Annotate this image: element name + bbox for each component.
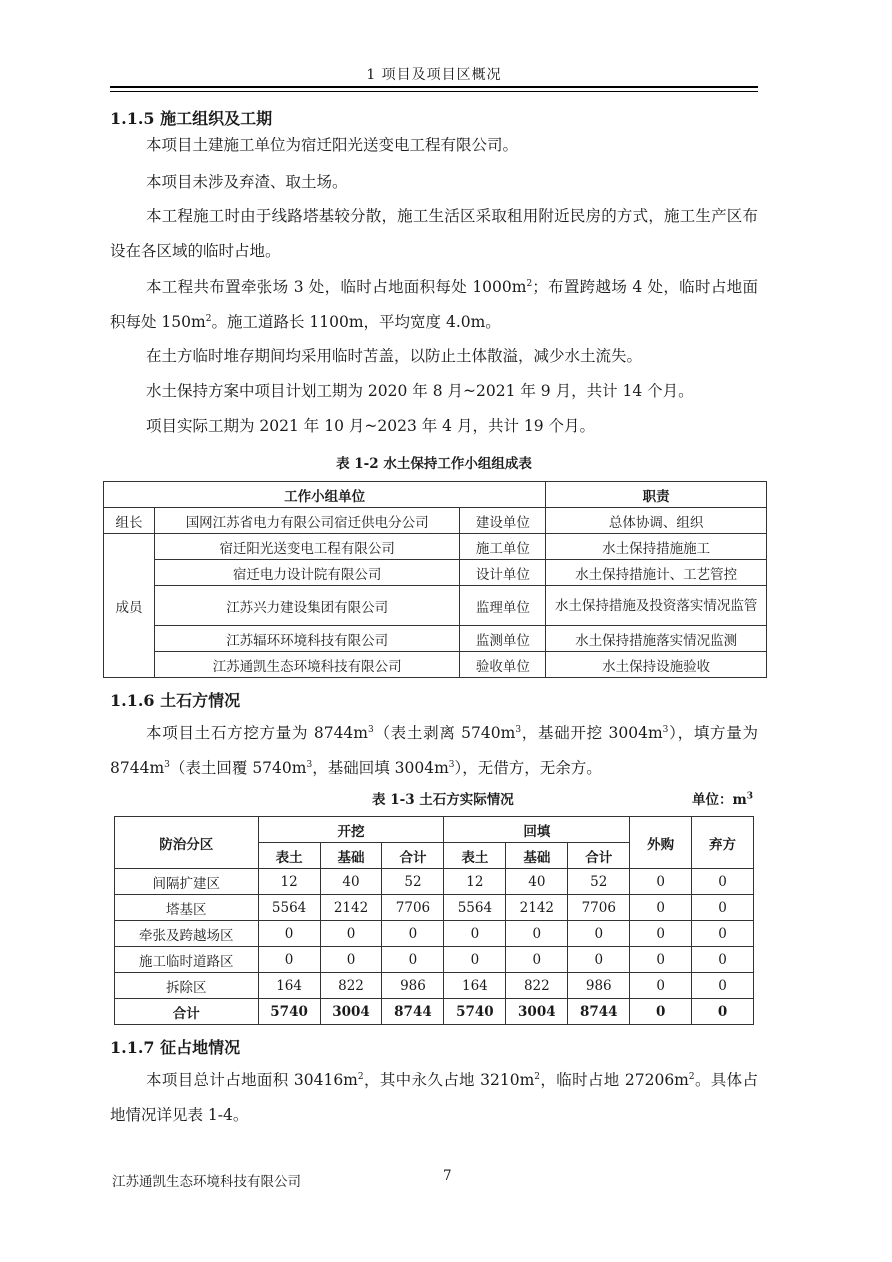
- page-header: 1 项目及项目区概况: [366, 67, 502, 83]
- table-cell: 2142: [320, 895, 382, 921]
- page-number: 7: [443, 1168, 452, 1184]
- table-header-cell: 工作小组单位: [104, 482, 546, 508]
- table-cell: 合计: [115, 999, 259, 1025]
- table-header-cell: 基础: [320, 843, 382, 869]
- table-cell: 宿迁电力设计院有限公司: [154, 560, 460, 586]
- table-row: [115, 947, 754, 973]
- header-rule-thin: [110, 91, 758, 92]
- table-cell: 0: [692, 895, 754, 921]
- table-cell: 52: [382, 869, 444, 895]
- table-cell: 塔基区: [115, 895, 259, 921]
- table-cell: 验收单位: [460, 652, 546, 678]
- table-cell: 江苏兴力建设集团有限公司: [154, 586, 460, 626]
- table-cell: 水土保持措施落实情况监测: [546, 626, 767, 652]
- paragraph: 本项目未涉及弃渣、取土场。: [146, 173, 348, 191]
- table-cell: 0: [630, 973, 692, 999]
- table-cell: 总体协调、组织: [546, 508, 767, 534]
- table-row: [104, 508, 767, 534]
- table-cell: 国网江苏省电力有限公司宿迁供电分公司: [154, 508, 460, 534]
- table-cell: 0: [320, 921, 382, 947]
- table-cell: 组长: [104, 508, 155, 534]
- table-row: [115, 921, 754, 947]
- table-row: [115, 895, 754, 921]
- table-cell: 3004: [320, 999, 382, 1025]
- table-cell: 0: [506, 947, 568, 973]
- table-header-cell: 职责: [546, 482, 767, 508]
- table-row: [104, 626, 767, 652]
- table-cell: 水土保持措施计、工艺管控: [546, 560, 767, 586]
- section-heading-1-1-5: 1.1.5 施工组织及工期: [110, 109, 273, 128]
- table-row: [104, 560, 767, 586]
- table-cell: 水土保持措施及投资落实情况监管: [546, 586, 767, 626]
- table-cell: 监测单位: [460, 626, 546, 652]
- table-cell: 52: [568, 869, 630, 895]
- section-heading-1-1-7: 1.1.7 征占地情况: [110, 1038, 241, 1057]
- paragraph: 本项目总计占地面积 $30416m^2$，其中永久占地 $3210m^2$，临时占地 $27206m^2$。具体占地情况详见表 1-4。: [110, 1071, 758, 1124]
- table-1-3: [114, 816, 754, 1025]
- table-cell: 0: [692, 999, 754, 1025]
- table-cell: 0: [506, 921, 568, 947]
- table-cell: 5740: [444, 999, 506, 1025]
- table-header-cell: 表土: [444, 843, 506, 869]
- table-header-cell: 合计: [568, 843, 630, 869]
- table-cell: 成员: [104, 534, 155, 678]
- table-cell: 江苏辐环环境科技有限公司: [154, 626, 460, 652]
- paragraph: 在土方临时堆存期间均采用临时苫盖，以防止土体散溢，减少水土流失。: [146, 347, 643, 365]
- paragraph: 水土保持方案中项目计划工期为 2020 年 8 月~2021 年 9 月，共计 14 个月。: [146, 382, 694, 400]
- table-header-cell: 弃方: [692, 817, 754, 869]
- table-cell: 822: [320, 973, 382, 999]
- table-cell: 0: [444, 947, 506, 973]
- table-cell: 水土保持设施验收: [546, 652, 767, 678]
- table-cell: 间隔扩建区: [115, 869, 259, 895]
- table-cell: 8744: [568, 999, 630, 1025]
- table-cell: 0: [630, 921, 692, 947]
- table-cell: 0: [630, 947, 692, 973]
- table-cell: 822: [506, 973, 568, 999]
- table-header-cell: 外购: [630, 817, 692, 869]
- table-cell: 牵张及跨越场区: [115, 921, 259, 947]
- table-cell: 监理单位: [460, 586, 546, 626]
- table-cell: 0: [568, 947, 630, 973]
- paragraph: 本工程共布置牵张场 3 处，临时占地面积每处 $1000m^2$；布置跨越场 4 处，临时占地面积每处 $150m^2$。施工道路长 1100m，平均宽度 4.0m。: [110, 278, 758, 331]
- table-cell: 0: [630, 999, 692, 1025]
- table-cell: 0: [258, 921, 320, 947]
- table-cell: 0: [692, 973, 754, 999]
- table-row: [104, 534, 767, 560]
- table-cell: 0: [692, 921, 754, 947]
- table-header-cell: 合计: [382, 843, 444, 869]
- table-1-2-caption: 表 1-2 水土保持工作小组组成表: [336, 456, 532, 472]
- paragraph: 本项目土石方挖方量为 $8744m^3$（表土剥离 $5740m^3$，基础开挖 $3004m^3$），填方量为 $8744m^3$（表土回覆 $5740m^3$，基础回填 $3004m^3$），无借方，无余方。: [110, 724, 758, 777]
- table-row: [115, 869, 754, 895]
- table-cell: 江苏通凯生态环境科技有限公司: [154, 652, 460, 678]
- section-heading-1-1-6: 1.1.6 土石方情况: [110, 691, 241, 710]
- table-cell: 0: [320, 947, 382, 973]
- table-row: [104, 652, 767, 678]
- paragraph: 本项目土建施工单位为宿迁阳光送变电工程有限公司。: [146, 136, 519, 154]
- table-cell: 0: [692, 947, 754, 973]
- paragraph: 项目实际工期为 2021 年 10 月~2023 年 4 月，共计 19 个月。: [146, 417, 596, 435]
- table-cell: 3004: [506, 999, 568, 1025]
- table-cell: 0: [630, 895, 692, 921]
- table-cell: 拆除区: [115, 973, 259, 999]
- table-cell: 7706: [382, 895, 444, 921]
- table-cell: 986: [382, 973, 444, 999]
- table-cell: 164: [258, 973, 320, 999]
- table-cell: 0: [258, 947, 320, 973]
- table-cell: 164: [444, 973, 506, 999]
- table-cell: 7706: [568, 895, 630, 921]
- table-header-cell: 基础: [506, 843, 568, 869]
- header-rule-thick: [110, 86, 758, 88]
- table-header-cell: 防治分区: [115, 817, 259, 869]
- table-cell: 986: [568, 973, 630, 999]
- table-cell: 0: [692, 869, 754, 895]
- table-cell: 2142: [506, 895, 568, 921]
- table-row: [104, 586, 767, 626]
- table-cell: 建设单位: [460, 508, 546, 534]
- table-cell: 12: [444, 869, 506, 895]
- table-cell: 5564: [258, 895, 320, 921]
- table-cell: 0: [444, 921, 506, 947]
- table-row: [115, 973, 754, 999]
- table-header-cell: 开挖: [258, 817, 444, 843]
- table-cell: 12: [258, 869, 320, 895]
- table-cell: 8744: [382, 999, 444, 1025]
- table-total-row: [115, 999, 754, 1025]
- table-1-3-caption: 表 1-3 土石方实际情况: [372, 792, 514, 808]
- table-cell: 施工单位: [460, 534, 546, 560]
- table-header-cell: 回填: [444, 817, 630, 843]
- table-cell: 0: [382, 921, 444, 947]
- footer-company: 江苏通凯生态环境科技有限公司: [112, 1174, 301, 1190]
- table-cell: 宿迁阳光送变电工程有限公司: [154, 534, 460, 560]
- table-cell: 0: [630, 869, 692, 895]
- paragraph: 本工程施工时由于线路塔基较分散，施工生活区采取租用附近民房的方式，施工生产区布设在各区域的临时占地。: [110, 207, 758, 260]
- table-1-2: [103, 481, 767, 678]
- table-header-cell: 表土: [258, 843, 320, 869]
- table-1-3-unit: 单位：$m^3$: [692, 791, 754, 808]
- table-cell: 设计单位: [460, 560, 546, 586]
- table-cell: 5740: [258, 999, 320, 1025]
- table-cell: 水土保持措施施工: [546, 534, 767, 560]
- table-cell: 5564: [444, 895, 506, 921]
- table-cell: 施工临时道路区: [115, 947, 259, 973]
- table-cell: 0: [568, 921, 630, 947]
- table-cell: 40: [506, 869, 568, 895]
- table-cell: 40: [320, 869, 382, 895]
- table-cell: 0: [382, 947, 444, 973]
